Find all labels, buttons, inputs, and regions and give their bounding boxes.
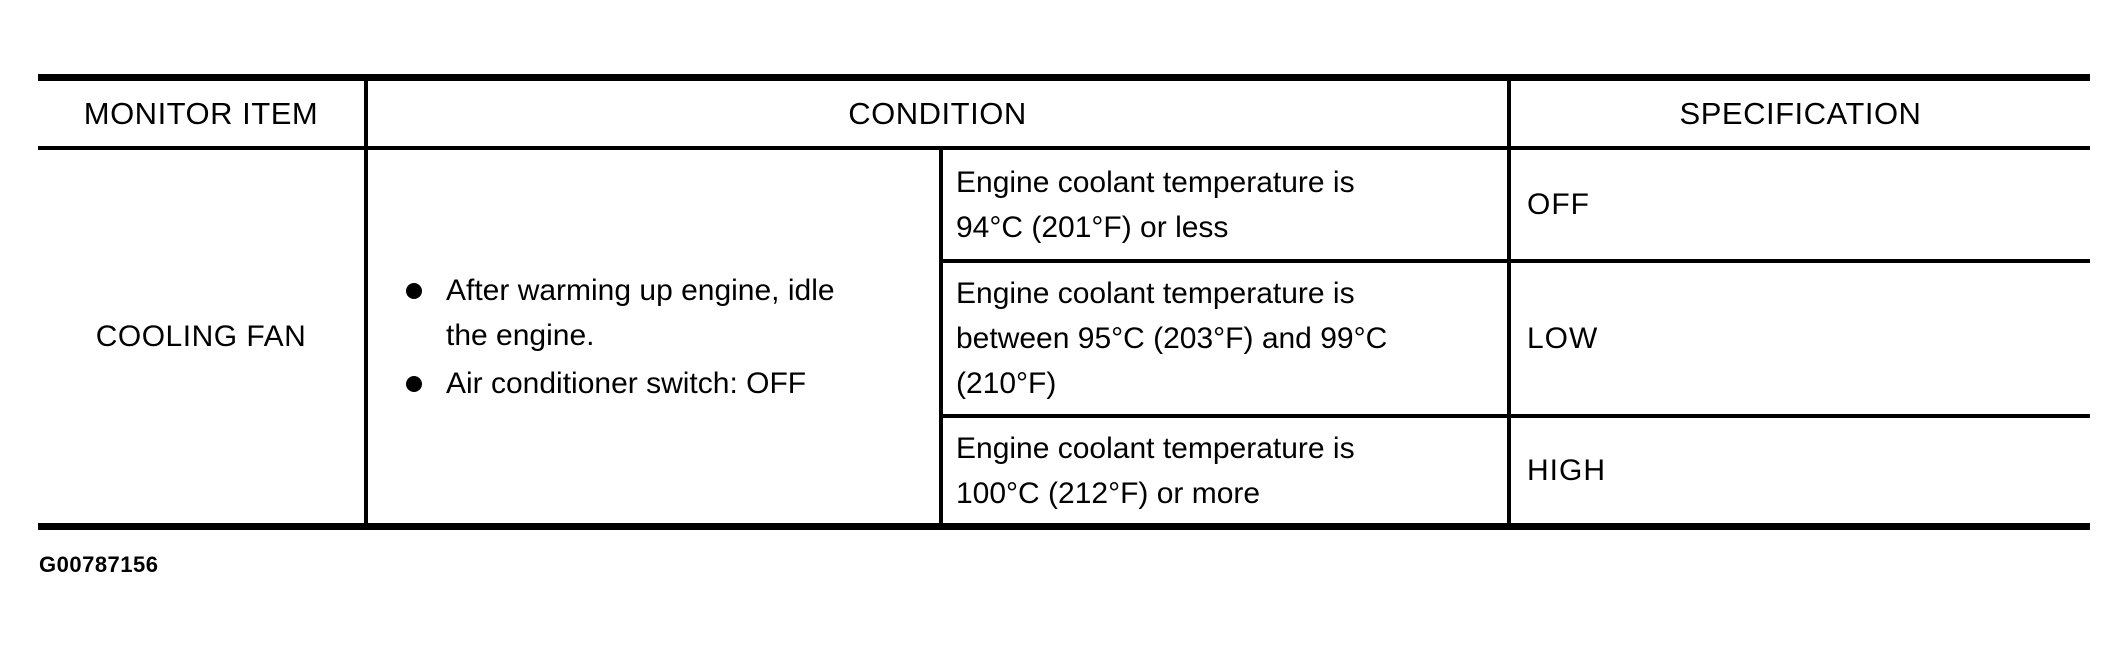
condition-text: Engine coolant temperature is 94°C (201°F) or less — [956, 165, 1355, 244]
specification-label: LOW — [1527, 321, 1599, 355]
preconditions-cell — [368, 150, 943, 523]
precondition-label: After warming up engine, idle the engine. — [446, 273, 835, 352]
header-specification-label: SPECIFICATION — [1679, 95, 1922, 131]
header-condition-label: CONDITION — [848, 95, 1027, 131]
monitor-item-cell — [38, 150, 368, 523]
precondition-item — [406, 268, 939, 358]
condition-text: Engine coolant temperature is between 95°C (203°F) and 99°C (210°F) — [956, 277, 1388, 400]
specification-cell-low — [1507, 263, 2090, 418]
condition-cell-low — [943, 263, 1507, 418]
specification-cell-off — [1507, 150, 2090, 263]
precondition-label: Air conditioner switch: OFF — [446, 366, 807, 400]
specification-label: OFF — [1527, 187, 1590, 221]
header-monitor-item-label: MONITOR ITEM — [83, 95, 319, 131]
condition-text: Engine coolant temperature is 100°C (212°F) or more — [956, 431, 1355, 510]
cooling-fan-monitor-table — [38, 74, 2090, 530]
condition-cell-off — [943, 150, 1507, 263]
bullet-icon — [406, 376, 422, 392]
bullet-icon — [406, 283, 422, 299]
condition-cell-high — [943, 418, 1507, 523]
figure-id-label: G00787156 — [39, 552, 159, 577]
header-condition-cell — [368, 81, 1507, 150]
specification-label: HIGH — [1527, 453, 1606, 487]
specification-cell-high — [1507, 418, 2090, 523]
precondition-item — [406, 361, 939, 406]
monitor-item-label: COOLING FAN — [95, 319, 307, 353]
header-specification-cell — [1507, 81, 2090, 150]
header-monitor-item-cell — [38, 81, 368, 150]
